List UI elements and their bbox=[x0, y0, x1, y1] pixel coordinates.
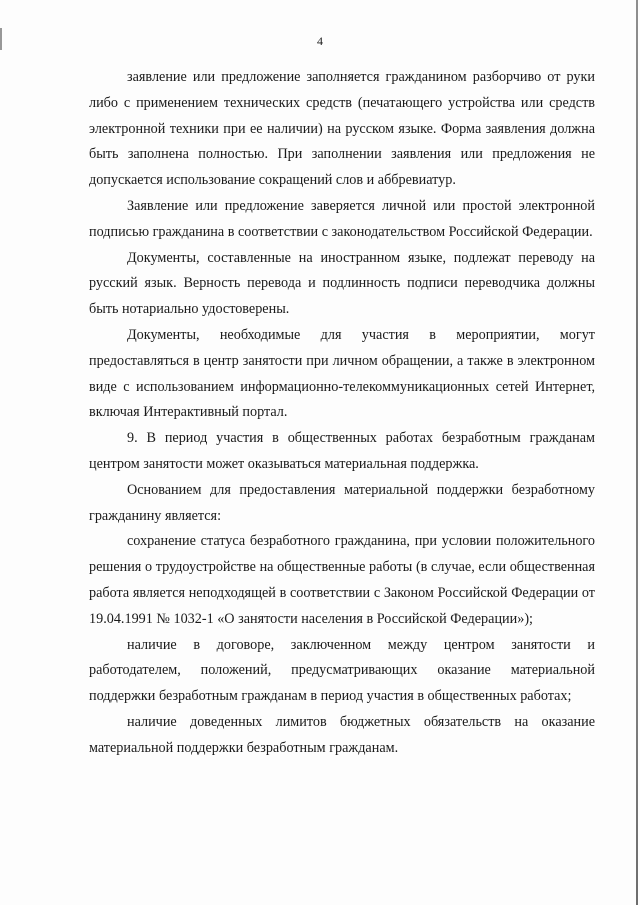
page-number: 4 bbox=[317, 34, 323, 48]
paragraph: наличие в договоре, заключенном между центром занятости и работодателем, положений, предусматривающих оказание материальной поддержки безработным гражданам в период участия в общественных работах; bbox=[89, 636, 595, 705]
paragraph: Документы, составленные на иностранном языке, подлежат переводу на русский язык. Верность перевода и подлинность подписи переводчика должны быть нотариально удостоверены. bbox=[89, 249, 595, 318]
document-body bbox=[89, 65, 595, 762]
paragraph: сохранение статуса безработного гражданина, при условии положительного решения о трудоустройстве на общественные работы (в случае, если общественная работа является неподходящей в соответствии с Законом Российской Федерации от 19.04.1991 № 1032-1 «О занятости населения в Российской Федерации»); bbox=[89, 533, 595, 627]
scan-edge-shadow bbox=[636, 0, 638, 905]
paragraph: наличие доведенных лимитов бюджетных обязательств на оказание материальной поддержки безработным гражданам. bbox=[89, 713, 595, 756]
paragraph: Заявление или предложение заверяется личной или простой электронной подписью гражданина в соответствии с законодательством Российской Федерации. bbox=[89, 197, 595, 240]
paragraph: 9. В период участия в общественных работах безработным гражданам центром занятости может оказываться материальная поддержка. bbox=[89, 430, 595, 472]
paragraph: Основанием для предоставления материальной поддержки безработному гражданину является: bbox=[89, 481, 595, 524]
paragraph: Документы, необходимые для участия в мероприятии, могут предоставляться в центр занятости при личном обращении, а также в электронном виде с использованием информационно-телекоммуникационных сетей Интернет, включая Интерактивный портал. bbox=[89, 326, 595, 421]
paragraph: заявление или предложение заполняется гражданином разборчиво от руки либо с применением технических средств (печатающего устройства или средств электронной техники при ее наличии) на русском языке. Форма заявления должна быть заполнена полностью. При заполнении заявления или предложения не допускается использование сокращений слов и аббревиатур. bbox=[89, 69, 595, 189]
